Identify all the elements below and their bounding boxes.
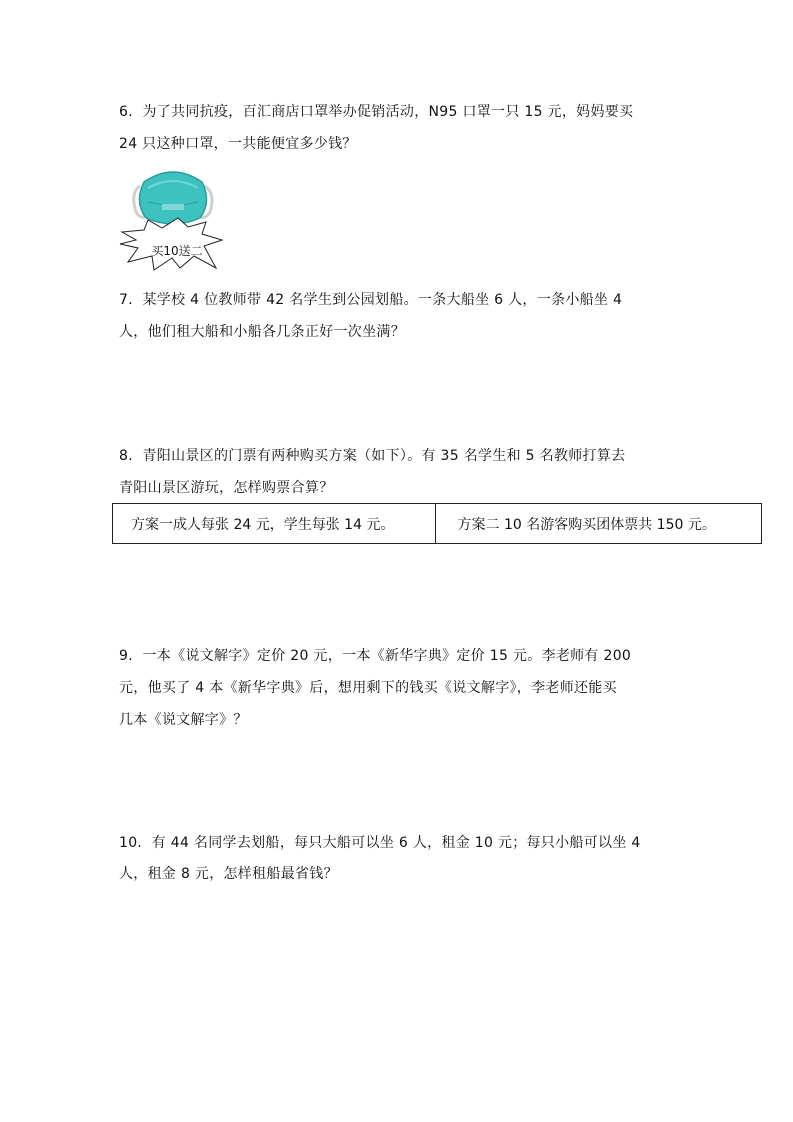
mask-promo-figure [118, 164, 230, 274]
q8-text-line1: 8．青阳山景区的门票有两种购买方案（如下）。有 35 名学生和 5 名教师打算去 [119, 448, 626, 464]
mask-print-label [162, 204, 184, 210]
q7-text-line1: 7．某学校 4 位教师带 42 名学生到公园划船。一条大船坐 6 人，一条小船坐 4 [119, 292, 623, 308]
q9-text-line3: 几本《说文解字》？ [119, 712, 248, 728]
q7-text-line2: 人，他们租大船和小船各几条正好一次坐满？ [119, 324, 405, 340]
q10-text-line2: 人，租金 8 元，怎样租船最省钱？ [119, 866, 338, 882]
ticket-plans-table [112, 503, 762, 544]
q8-text-line2: 青阳山景区游玩，怎样购票合算？ [119, 480, 334, 496]
mask-body [139, 172, 206, 224]
q10-text-line1: 10．有 44 名同学去划船，每只大船可以坐 6 人，租金 10 元；每只小船可以坐 4 [119, 835, 641, 851]
q6-text-line2: 24 只这种口罩，一共能便宜多少钱？ [119, 136, 357, 152]
plan-one-cell: 方案一成人每张 24 元，学生每张 14 元。 [113, 504, 436, 543]
promo-label: 买10送二 [151, 244, 203, 258]
q6-text-line1: 6．为了共同抗疫，百汇商店口罩举办促销活动，N95 口罩一只 15 元，妈妈要买 [119, 104, 634, 120]
q9-text-line2: 元，他买了 4 本《新华字典》后，想用剩下的钱买《说文解字》，李老师还能买 [119, 680, 617, 696]
q9-text-line1: 9．一本《说文解字》定价 20 元，一本《新华字典》定价 15 元。李老师有 200 [119, 648, 632, 664]
plan-two-cell: 方案二 10 名游客购买团体票共 150 元。 [457, 516, 716, 533]
